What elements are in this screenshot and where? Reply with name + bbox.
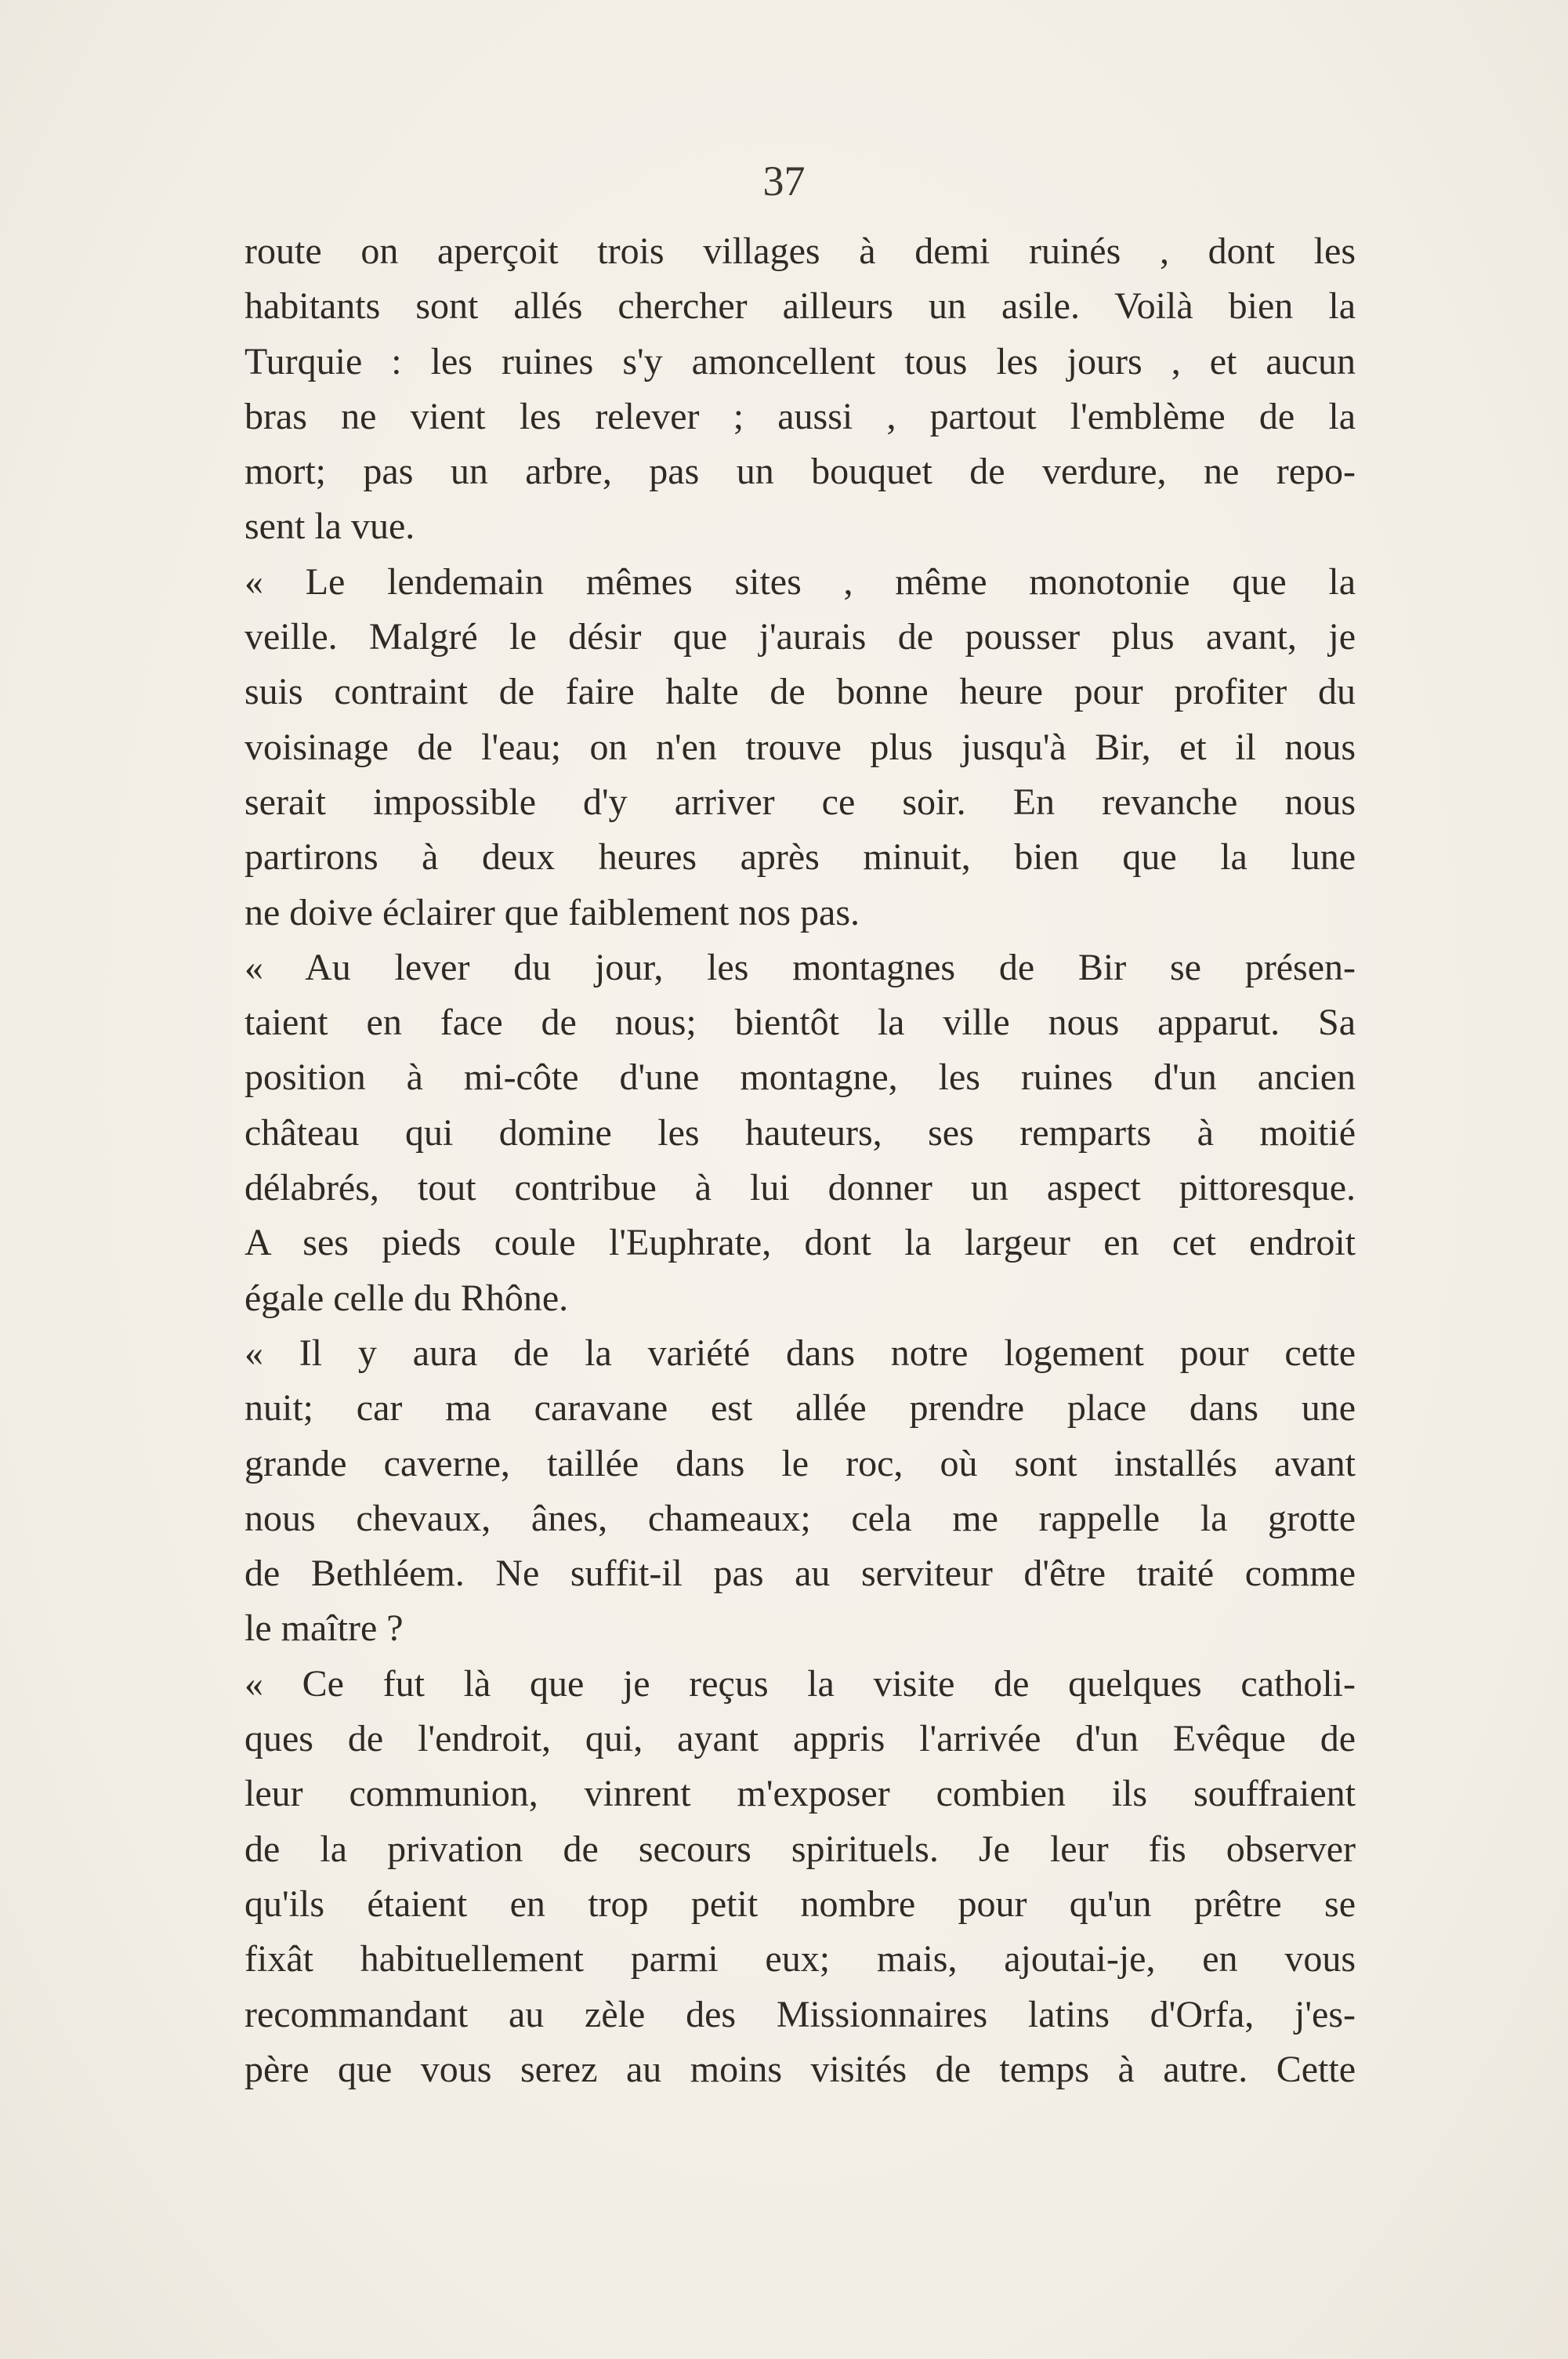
text-line: partirons à deux heures après minuit, bien que la lune bbox=[244, 836, 1356, 879]
text-line: habitants sont allés chercher ailleurs un asile. Voilà bien la bbox=[244, 285, 1356, 328]
text-line: serait impossible d'y arriver ce soir. En revanche nous bbox=[244, 781, 1356, 823]
text-line: route on aperçoit trois villages à demi ruinés , dont les bbox=[244, 230, 1356, 272]
text-line: « Ce fut là que je reçus la visite de quelques catholi- bbox=[244, 1662, 1356, 1705]
text-line: ne doive éclairer que faiblement nos pas. bbox=[244, 891, 860, 933]
text-line: grande caverne, taillée dans le roc, où sont installés avant bbox=[244, 1442, 1356, 1484]
text-line: voisinage de l'eau; on n'en trouve plus jusqu'à Bir, et il nous bbox=[244, 726, 1356, 768]
text-line: de Bethléem. Ne suffit-il pas au serviteur d'être traité comme bbox=[244, 1553, 1356, 1595]
text-line: suis contraint de faire halte de bonne heure pour profiter du bbox=[244, 671, 1356, 713]
text-line: mort; pas un arbre, pas un bouquet de verdure, ne repo- bbox=[244, 451, 1356, 493]
text-line: veille. Malgré le désir que j'aurais de pousser plus avant, je bbox=[244, 616, 1356, 658]
page-number: 37 bbox=[762, 158, 806, 205]
text-line: Turquie : les ruines s'y amoncellent tous les jours , et aucun bbox=[244, 340, 1356, 382]
text-line: A ses pieds coule l'Euphrate, dont la largeur en cet endroit bbox=[244, 1222, 1356, 1264]
text-line: recommandant au zèle des Missionnaires latins d'Orfa, j'es- bbox=[244, 1993, 1356, 2035]
text-line: sent la vue. bbox=[244, 506, 415, 548]
text-line: égale celle du Rhône. bbox=[244, 1277, 569, 1319]
text-line: position à mi-côte d'une montagne, les ruines d'un ancien bbox=[244, 1056, 1356, 1099]
text-line: qu'ils étaient en trop petit nombre pour qu'un prêtre se bbox=[244, 1882, 1356, 1925]
text-line: bras ne vient les relever ; aussi , partout l'emblème de la bbox=[244, 395, 1356, 437]
text-line: « Il y aura de la variété dans notre logement pour cette bbox=[244, 1332, 1356, 1374]
text-line: « Au lever du jour, les montagnes de Bir se présen- bbox=[244, 946, 1356, 988]
text-line: taient en face de nous; bientôt la ville nous apparut. Sa bbox=[244, 1002, 1356, 1044]
text-line: père que vous serez au moins visités de temps à autre. Cette bbox=[244, 2048, 1356, 2090]
text-line: leur communion, vinrent m'exposer combien ils souffraient bbox=[244, 1773, 1356, 1815]
text-line: nous chevaux, ânes, chameaux; cela me rappelle la grotte bbox=[244, 1497, 1356, 1539]
text-line: château qui domine les hauteurs, ses remparts à moitié bbox=[244, 1111, 1356, 1154]
text-line: fixât habituellement parmi eux; mais, ajoutai-je, en vous bbox=[244, 1938, 1356, 1980]
text-line: délabrés, tout contribue à lui donner un aspect pittoresque. bbox=[244, 1167, 1356, 1209]
text-line: de la privation de secours spirituels. Je leur fis observer bbox=[244, 1828, 1356, 1870]
body-text bbox=[244, 224, 1356, 2097]
text-line: nuit; car ma caravane est allée prendre place dans une bbox=[244, 1387, 1356, 1430]
text-line: ques de l'endroit, qui, ayant appris l'arrivée d'un Evêque de bbox=[244, 1718, 1356, 1760]
text-line: « Le lendemain mêmes sites , même monotonie que la bbox=[244, 560, 1356, 603]
text-line: le maître ? bbox=[244, 1607, 404, 1650]
